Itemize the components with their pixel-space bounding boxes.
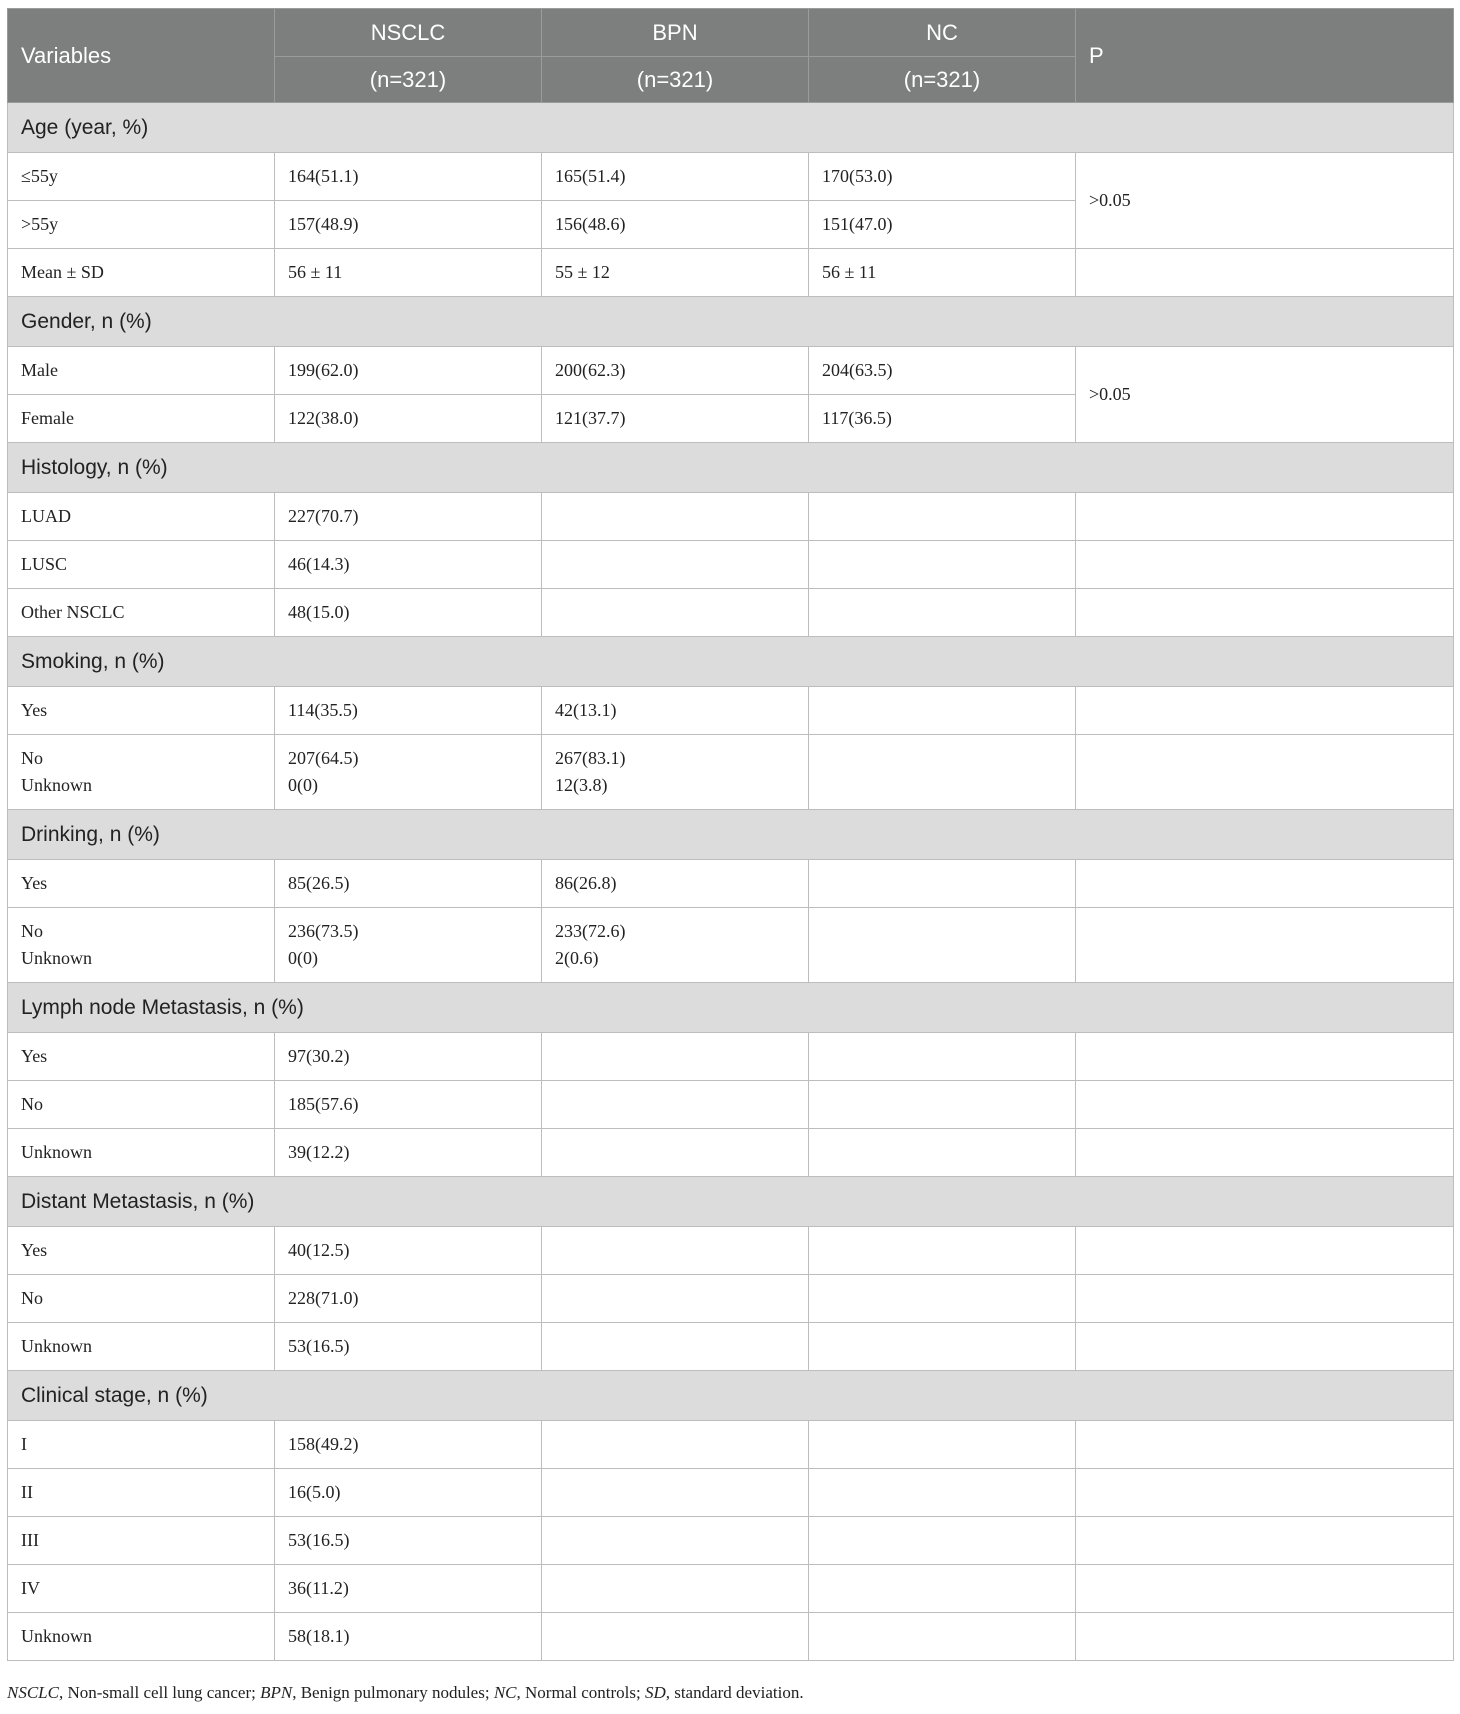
row-label: Male <box>8 347 275 395</box>
footnote-def: , Normal controls; <box>516 1683 645 1702</box>
header-bpn: BPN <box>542 9 809 57</box>
cell-nc: 204(63.5) <box>809 347 1076 395</box>
header-variables: Variables <box>8 9 275 103</box>
table-row <box>8 493 1454 541</box>
table-row <box>8 1033 1454 1081</box>
section-row <box>8 443 1454 493</box>
row-label: Other NSCLC <box>8 589 275 637</box>
cell-nc <box>809 1033 1076 1081</box>
row-label-line: No <box>21 921 43 941</box>
cell-bpn <box>542 1565 809 1613</box>
row-label: Unknown <box>8 1613 275 1661</box>
table-row <box>8 1469 1454 1517</box>
cell-nc <box>809 1613 1076 1661</box>
footnote-def: , Non-small cell lung cancer; <box>58 1683 261 1702</box>
cell-bpn <box>542 1517 809 1565</box>
cell-nsclc: 16(5.0) <box>275 1469 542 1517</box>
table-row <box>8 1565 1454 1613</box>
cell-p <box>1076 589 1454 637</box>
cell-nsclc: 158(49.2) <box>275 1421 542 1469</box>
cell-p <box>1076 908 1454 983</box>
table-row <box>8 735 1454 810</box>
section-age: Age (year, %) <box>8 103 1454 153</box>
cell-nc <box>809 1565 1076 1613</box>
section-row <box>8 1177 1454 1227</box>
cell-bpn <box>542 735 809 810</box>
footnote-abbr: SD <box>644 1683 666 1702</box>
section-histology: Histology, n (%) <box>8 443 1454 493</box>
row-label-line: No <box>21 748 43 768</box>
cell-nsclc: 157(48.9) <box>275 201 542 249</box>
cell-line: 12(3.8) <box>555 775 608 795</box>
table-row <box>8 1129 1454 1177</box>
cell-line: 0(0) <box>288 775 318 795</box>
section-drinking: Drinking, n (%) <box>8 810 1454 860</box>
cell-nc <box>809 908 1076 983</box>
row-label: Unknown <box>8 1129 275 1177</box>
footnote-abbr: BPN <box>260 1683 293 1702</box>
cell-bpn <box>542 1227 809 1275</box>
cell-nc <box>809 541 1076 589</box>
section-gender: Gender, n (%) <box>8 297 1454 347</box>
row-label <box>8 735 275 810</box>
row-label-line: Unknown <box>21 948 92 968</box>
header-nsclc-n: (n=321) <box>275 57 542 103</box>
cell-nsclc: 199(62.0) <box>275 347 542 395</box>
cell-nc: 151(47.0) <box>809 201 1076 249</box>
cell-nsclc: 40(12.5) <box>275 1227 542 1275</box>
cell-nsclc: 185(57.6) <box>275 1081 542 1129</box>
section-lymph: Lymph node Metastasis, n (%) <box>8 983 1454 1033</box>
cell-nc <box>809 1081 1076 1129</box>
cell-p <box>1076 1081 1454 1129</box>
cell-bpn: 86(26.8) <box>542 860 809 908</box>
header-nsclc: NSCLC <box>275 9 542 57</box>
table-footnote <box>7 1683 804 1703</box>
cell-nsclc: 53(16.5) <box>275 1323 542 1371</box>
cell-bpn <box>542 1275 809 1323</box>
section-row <box>8 983 1454 1033</box>
cell-bpn <box>542 1469 809 1517</box>
cell-p <box>1076 1033 1454 1081</box>
section-row <box>8 1371 1454 1421</box>
cell-nsclc: 228(71.0) <box>275 1275 542 1323</box>
header-bpn-n: (n=321) <box>542 57 809 103</box>
cell-nc <box>809 1129 1076 1177</box>
cell-nsclc <box>275 908 542 983</box>
table-row <box>8 589 1454 637</box>
row-label-line: Unknown <box>21 775 92 795</box>
row-label: Female <box>8 395 275 443</box>
row-label: ≤55y <box>8 153 275 201</box>
cell-nc <box>809 1323 1076 1371</box>
cell-p <box>1076 493 1454 541</box>
cell-p <box>1076 735 1454 810</box>
cell-p: >0.05 <box>1076 347 1454 443</box>
footnote-def: , Benign pulmonary nodules; <box>292 1683 494 1702</box>
cell-bpn: 200(62.3) <box>542 347 809 395</box>
row-label: >55y <box>8 201 275 249</box>
table-row <box>8 1323 1454 1371</box>
cell-nsclc: 85(26.5) <box>275 860 542 908</box>
cell-nc <box>809 1517 1076 1565</box>
cell-bpn: 42(13.1) <box>542 687 809 735</box>
cell-bpn <box>542 1323 809 1371</box>
row-label: Yes <box>8 1227 275 1275</box>
cell-nsclc: 56 ± 11 <box>275 249 542 297</box>
section-row <box>8 103 1454 153</box>
table-row <box>8 1227 1454 1275</box>
cell-nc <box>809 1227 1076 1275</box>
cell-p <box>1076 1227 1454 1275</box>
row-label: LUSC <box>8 541 275 589</box>
cell-line: 233(72.6) <box>555 921 626 941</box>
header-nc-n: (n=321) <box>809 57 1076 103</box>
cell-nsclc: 164(51.1) <box>275 153 542 201</box>
cell-p <box>1076 1613 1454 1661</box>
footnote-abbr: NSCLC <box>7 1683 59 1702</box>
cell-p <box>1076 687 1454 735</box>
table-row <box>8 1421 1454 1469</box>
cell-line: 2(0.6) <box>555 948 599 968</box>
row-label: Mean ± SD <box>8 249 275 297</box>
cell-p <box>1076 860 1454 908</box>
cell-line: 236(73.5) <box>288 921 359 941</box>
cell-p <box>1076 1517 1454 1565</box>
cell-nsclc: 39(12.2) <box>275 1129 542 1177</box>
section-row <box>8 297 1454 347</box>
row-label: LUAD <box>8 493 275 541</box>
cell-bpn <box>542 1081 809 1129</box>
row-label: Yes <box>8 1033 275 1081</box>
table-row <box>8 153 1454 201</box>
row-label: Yes <box>8 860 275 908</box>
table-row <box>8 347 1454 395</box>
cell-p <box>1076 249 1454 297</box>
footnote-abbr: NC <box>493 1683 517 1702</box>
header-row <box>8 9 1454 57</box>
cell-nsclc: 46(14.3) <box>275 541 542 589</box>
section-distant: Distant Metastasis, n (%) <box>8 1177 1454 1227</box>
cell-nsclc <box>275 735 542 810</box>
cell-nc <box>809 493 1076 541</box>
row-label: IV <box>8 1565 275 1613</box>
table-row <box>8 1613 1454 1661</box>
cell-nc <box>809 1421 1076 1469</box>
table-row <box>8 1275 1454 1323</box>
table-row <box>8 541 1454 589</box>
cell-p <box>1076 541 1454 589</box>
cell-p <box>1076 1129 1454 1177</box>
footnote-def: , standard deviation. <box>665 1683 804 1702</box>
cell-nc <box>809 589 1076 637</box>
header-p: P <box>1076 9 1454 103</box>
row-label: I <box>8 1421 275 1469</box>
cell-nc: 56 ± 11 <box>809 249 1076 297</box>
cell-bpn <box>542 1421 809 1469</box>
cell-nsclc: 122(38.0) <box>275 395 542 443</box>
cell-bpn <box>542 589 809 637</box>
cell-line: 0(0) <box>288 948 318 968</box>
row-label: Unknown <box>8 1323 275 1371</box>
cell-nsclc: 53(16.5) <box>275 1517 542 1565</box>
cell-nc: 117(36.5) <box>809 395 1076 443</box>
cell-p <box>1076 1275 1454 1323</box>
section-smoking: Smoking, n (%) <box>8 637 1454 687</box>
cell-nsclc: 97(30.2) <box>275 1033 542 1081</box>
row-label: Yes <box>8 687 275 735</box>
cell-line: 207(64.5) <box>288 748 359 768</box>
cell-p: >0.05 <box>1076 153 1454 249</box>
cell-p <box>1076 1565 1454 1613</box>
cell-bpn <box>542 1129 809 1177</box>
row-label: No <box>8 1275 275 1323</box>
cell-nsclc: 58(18.1) <box>275 1613 542 1661</box>
table-row <box>8 249 1454 297</box>
section-row <box>8 637 1454 687</box>
cell-nc <box>809 735 1076 810</box>
table-row <box>8 1517 1454 1565</box>
cell-bpn <box>542 1613 809 1661</box>
cell-bpn: 156(48.6) <box>542 201 809 249</box>
cell-nc <box>809 860 1076 908</box>
cell-bpn <box>542 908 809 983</box>
cell-p <box>1076 1421 1454 1469</box>
table-row <box>8 687 1454 735</box>
cell-bpn: 55 ± 12 <box>542 249 809 297</box>
cell-nsclc: 227(70.7) <box>275 493 542 541</box>
section-stage: Clinical stage, n (%) <box>8 1371 1454 1421</box>
cell-nc <box>809 1275 1076 1323</box>
table-row <box>8 860 1454 908</box>
cell-bpn: 165(51.4) <box>542 153 809 201</box>
cell-nsclc: 48(15.0) <box>275 589 542 637</box>
cell-bpn <box>542 541 809 589</box>
cell-nc: 170(53.0) <box>809 153 1076 201</box>
header-nc: NC <box>809 9 1076 57</box>
table-row <box>8 908 1454 983</box>
cell-nsclc: 36(11.2) <box>275 1565 542 1613</box>
row-label <box>8 908 275 983</box>
cell-bpn <box>542 1033 809 1081</box>
cell-bpn <box>542 493 809 541</box>
row-label: II <box>8 1469 275 1517</box>
cell-line: 267(83.1) <box>555 748 626 768</box>
cell-p <box>1076 1469 1454 1517</box>
cell-nc <box>809 687 1076 735</box>
cell-bpn: 121(37.7) <box>542 395 809 443</box>
data-table <box>7 8 1454 1661</box>
cell-nc <box>809 1469 1076 1517</box>
cell-p <box>1076 1323 1454 1371</box>
table-row <box>8 1081 1454 1129</box>
row-label: III <box>8 1517 275 1565</box>
table-container <box>7 8 1453 1661</box>
row-label: No <box>8 1081 275 1129</box>
cell-nsclc: 114(35.5) <box>275 687 542 735</box>
section-row <box>8 810 1454 860</box>
